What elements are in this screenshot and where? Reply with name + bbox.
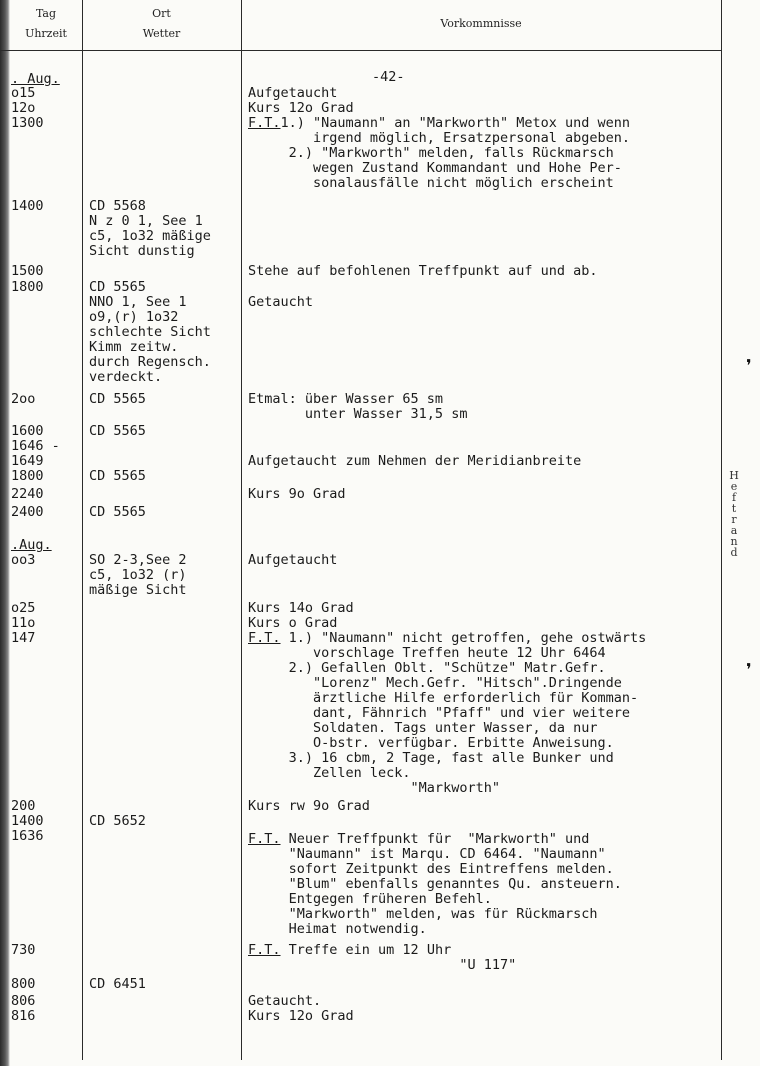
entry-position-weather: NNO 1, See 1	[89, 294, 187, 310]
margin-note-letter: r	[731, 513, 737, 526]
entry-time: 1300	[11, 115, 44, 131]
entry-event-text: unter Wasser 31,5 sm	[248, 406, 468, 422]
entry-event-text: 2.) Gefallen Oblt. "Schütze" Matr.Gefr.	[248, 660, 606, 676]
entry-event-text: F.T. Neuer Treffpunkt für "Markworth" und	[248, 831, 590, 847]
entry-time: 730	[11, 942, 36, 958]
header-time-label: Uhrzeit	[25, 27, 67, 40]
entry-event-text: Kurs 9o Grad	[248, 486, 346, 502]
margin-note-letter: e	[730, 480, 738, 493]
entry-position-weather: Sicht dunstig	[89, 243, 195, 259]
entry-position-weather: CD 5652	[89, 813, 146, 829]
entry-time: 1800	[11, 279, 44, 295]
entry-position-weather: CD 5565	[89, 504, 146, 520]
entry-position-weather: CD 5565	[89, 423, 146, 439]
header-events-label: Vorkommnisse	[440, 17, 522, 30]
entry-event-text: Getaucht	[248, 294, 314, 310]
margin-note-letter: t	[731, 502, 737, 515]
entry-event-text: sofort Zeitpunkt des Eintreffens melden.	[248, 861, 614, 877]
header-date-label: Tag	[35, 7, 57, 20]
entry-time: oo3	[11, 552, 36, 568]
entry-time: 1646 -	[11, 438, 60, 454]
entry-time: 1500	[11, 263, 44, 279]
entry-time: 1400	[11, 813, 44, 829]
entry-event-text: Soldaten. Tags unter Wasser, da nur	[248, 720, 598, 736]
entry-event-text: Getaucht.	[248, 993, 322, 1009]
page-number: -42-	[372, 69, 405, 85]
entry-time: 147	[11, 630, 36, 646]
column-divider-1	[82, 0, 83, 1060]
ink-mark: ❜	[742, 356, 756, 381]
ft-marker: F.T.	[248, 942, 281, 958]
entry-event-text: "U 117"	[248, 957, 517, 973]
entry-event-text: Kurs rw 9o Grad	[248, 798, 370, 814]
right-border	[721, 0, 722, 1060]
entry-event-text: "Markworth" melden, was für Rückmarsch	[248, 906, 598, 922]
header-place-label: Ort	[152, 7, 171, 20]
header-place-weather	[82, 4, 241, 44]
entry-event-text: "Markworth"	[248, 780, 500, 796]
entry-event-text: "Lorenz" Mech.Gefr. "Hitsch".Dringende	[248, 675, 622, 691]
entry-event-text: dant, Fähnrich "Pfaff" und vier weitere	[248, 705, 631, 721]
entry-position-weather: c5, 1o32 mäßige	[89, 228, 211, 244]
entry-event-text: Heimat notwendig.	[248, 921, 427, 937]
entry-time: 816	[11, 1008, 36, 1024]
ink-mark: ❜	[742, 660, 756, 685]
entry-event-text: wegen Zustand Kommandant und Hohe Per-	[248, 160, 622, 176]
margin-note-letter: f	[731, 491, 737, 504]
entry-position-weather: CD 5568	[89, 198, 146, 214]
entry-position-weather: CD 5565	[89, 468, 146, 484]
ft-marker: F.T.	[248, 630, 281, 646]
entry-event-text: Kurs 14o Grad	[248, 600, 354, 616]
binding-edge	[0, 0, 10, 1066]
entry-event-text: "Naumann" ist Marqu. CD 6464. "Naumann"	[248, 846, 606, 862]
header-date-time	[10, 4, 82, 44]
entry-event-text: Kurs 12o Grad	[248, 1008, 354, 1024]
entry-time: 800	[11, 976, 36, 992]
entry-event-text: Entgegen früheren Befehl.	[248, 891, 492, 907]
entry-position-weather: CD 6451	[89, 976, 146, 992]
entry-time: 1636	[11, 828, 44, 844]
entry-event-text: ärztliche Hilfe erforderlich für Komman-	[248, 690, 639, 706]
margin-note	[728, 470, 740, 558]
header-weather-label: Wetter	[142, 27, 181, 40]
entry-time: 11o	[11, 615, 36, 631]
entry-event-text: F.T. Treffe ein um 12 Uhr	[248, 942, 452, 958]
entry-time: 2400	[11, 504, 44, 520]
entry-event-text: vorschlage Treffen heute 12 Uhr 6464	[248, 645, 606, 661]
entry-position-weather: mäßige Sicht	[89, 582, 187, 598]
entry-event-text: Kurs o Grad	[248, 615, 338, 631]
entry-position-weather: schlechte Sicht	[89, 324, 211, 340]
entry-event-text: Etmal: über Wasser 65 sm	[248, 391, 444, 407]
entry-time: 1649	[11, 453, 44, 469]
entry-time: 1600	[11, 423, 44, 439]
entry-position-weather: c5, 1o32 (r)	[89, 567, 187, 583]
margin-note-letter: d	[730, 546, 738, 559]
entry-position-weather: durch Regensch.	[89, 354, 211, 370]
entry-event-text: Stehe auf befohlenen Treffpunkt auf und ab.	[248, 263, 598, 279]
entry-event-text: sonalausfälle nicht möglich erscheint	[248, 175, 614, 191]
margin-note-letter: n	[730, 535, 738, 548]
entry-event-text: Aufgetaucht	[248, 85, 338, 101]
entry-event-text: Aufgetaucht zum Nehmen der Meridianbreite	[248, 453, 582, 469]
margin-note-letter: H	[729, 469, 739, 482]
entry-position-weather: verdeckt.	[89, 369, 163, 385]
entry-time: .Aug.	[11, 537, 52, 553]
header-rule	[0, 50, 722, 51]
entry-position-weather: Kimm zeitw.	[89, 339, 179, 355]
ft-marker: F.T.	[248, 115, 281, 131]
entry-time: 1400	[11, 198, 44, 214]
entry-event-text: 3.) 16 cbm, 2 Tage, fast alle Bunker und	[248, 750, 614, 766]
entry-event-text: Kurs 12o Grad	[248, 100, 354, 116]
header-events	[241, 14, 721, 34]
entry-event-text: O-bstr. verfügbar. Erbitte Anweisung.	[248, 735, 614, 751]
entry-time: 806	[11, 993, 36, 1009]
column-divider-2	[241, 0, 242, 1060]
entry-time: 200	[11, 798, 36, 814]
entry-event-text: "Blum" ebenfalls genanntes Qu. ansteuern.	[248, 876, 622, 892]
entry-event-text: F.T. 1.) "Naumann" nicht getroffen, gehe ostwärts	[248, 630, 647, 646]
margin-note-letter: a	[730, 524, 738, 537]
ft-marker: F.T.	[248, 831, 281, 847]
entry-time: o25	[11, 600, 36, 616]
entry-position-weather: o9,(r) 1o32	[89, 309, 179, 325]
entry-position-weather: N z 0 1, See 1	[89, 213, 203, 229]
entry-event-text: F.T.1.) "Naumann" an "Markworth" Metox und wenn	[248, 115, 631, 131]
entry-time: 12o	[11, 100, 36, 116]
entry-position-weather: CD 5565	[89, 279, 146, 295]
entry-time: 2240	[11, 486, 44, 502]
entry-event-text: Aufgetaucht	[248, 552, 338, 568]
entry-time: o15	[11, 85, 36, 101]
entry-position-weather: SO 2-3,See 2	[89, 552, 187, 568]
entry-position-weather: CD 5565	[89, 391, 146, 407]
entry-event-text: Zellen leck.	[248, 765, 411, 781]
entry-time: 2oo	[11, 391, 36, 407]
entry-event-text: 2.) "Markworth" melden, falls Rückmarsch	[248, 145, 614, 161]
entry-time: . Aug.	[11, 71, 60, 87]
entry-event-text: irgend möglich, Ersatzpersonal abgeben.	[248, 130, 631, 146]
entry-time: 1800	[11, 468, 44, 484]
